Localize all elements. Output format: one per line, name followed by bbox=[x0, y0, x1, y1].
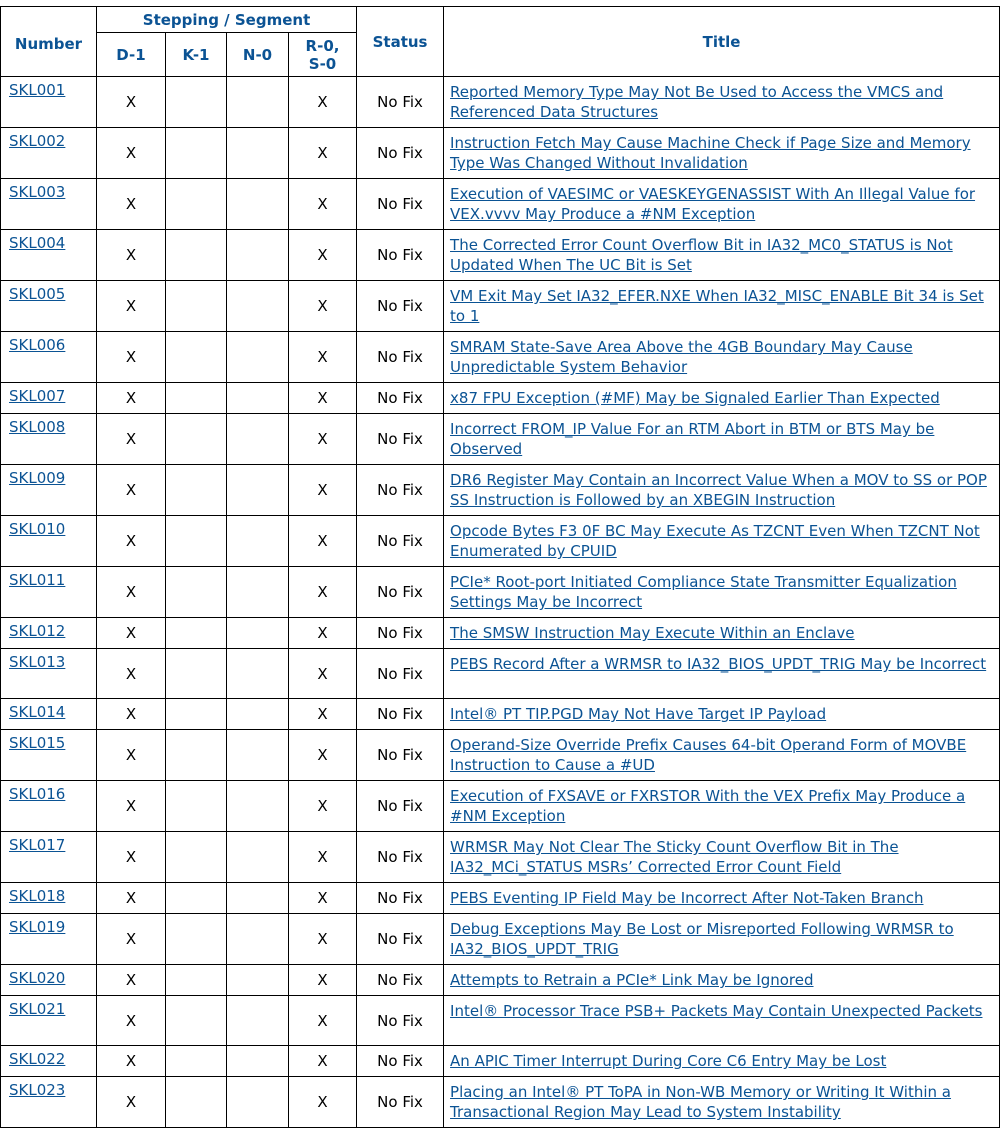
stepping-n0-cell bbox=[227, 567, 289, 618]
errata-title-link[interactable]: Intel® PT TIP.PGD May Not Have Target IP Payload bbox=[450, 705, 827, 723]
errata-title-cell bbox=[444, 179, 1000, 230]
errata-number-link[interactable]: SKL002 bbox=[9, 132, 66, 150]
stepping-k1-cell bbox=[166, 516, 227, 567]
stepping-n0-cell bbox=[227, 516, 289, 567]
errata-number-link[interactable]: SKL011 bbox=[9, 571, 66, 589]
table-row bbox=[1, 516, 1000, 567]
errata-number-cell bbox=[1, 567, 97, 618]
stepping-k1-header: K-1 bbox=[166, 33, 227, 77]
table-row bbox=[1, 414, 1000, 465]
stepping-r0s0-cell: X bbox=[289, 914, 357, 965]
errata-title-cell bbox=[444, 730, 1000, 781]
errata-title-cell bbox=[444, 781, 1000, 832]
errata-number-cell bbox=[1, 281, 97, 332]
table-row bbox=[1, 567, 1000, 618]
stepping-k1-cell bbox=[166, 649, 227, 699]
table-row bbox=[1, 128, 1000, 179]
status-cell: No Fix bbox=[357, 1046, 444, 1077]
stepping-k1-cell bbox=[166, 781, 227, 832]
stepping-d1-cell: X bbox=[97, 699, 166, 730]
status-cell: No Fix bbox=[357, 649, 444, 699]
errata-number-cell bbox=[1, 77, 97, 128]
table-row bbox=[1, 996, 1000, 1046]
stepping-n0-cell bbox=[227, 383, 289, 414]
errata-number-cell bbox=[1, 230, 97, 281]
stepping-k1-cell bbox=[166, 832, 227, 883]
errata-title-cell bbox=[444, 965, 1000, 996]
stepping-d1-cell: X bbox=[97, 965, 166, 996]
errata-number-link[interactable]: SKL007 bbox=[9, 387, 66, 405]
table-row bbox=[1, 730, 1000, 781]
status-cell: No Fix bbox=[357, 516, 444, 567]
stepping-k1-cell bbox=[166, 128, 227, 179]
errata-number-cell bbox=[1, 516, 97, 567]
table-row bbox=[1, 230, 1000, 281]
errata-number-link[interactable]: SKL016 bbox=[9, 785, 66, 803]
stepping-d1-cell: X bbox=[97, 281, 166, 332]
stepping-r0s0-cell: X bbox=[289, 649, 357, 699]
errata-number-link[interactable]: SKL006 bbox=[9, 336, 66, 354]
status-cell: No Fix bbox=[357, 618, 444, 649]
errata-title-link[interactable]: Instruction Fetch May Cause Machine Check if Page Size and Memory Type Was Changed Without Invalidation bbox=[450, 134, 971, 172]
stepping-d1-cell: X bbox=[97, 781, 166, 832]
stepping-d1-cell: X bbox=[97, 179, 166, 230]
stepping-r0s0-cell: X bbox=[289, 883, 357, 914]
stepping-r0s0-cell: X bbox=[289, 230, 357, 281]
stepping-r0s0-cell: X bbox=[289, 1046, 357, 1077]
errata-number-cell bbox=[1, 1077, 97, 1128]
status-cell: No Fix bbox=[357, 730, 444, 781]
stepping-d1-cell: X bbox=[97, 383, 166, 414]
status-cell: No Fix bbox=[357, 832, 444, 883]
errata-title-link[interactable]: Execution of VAESIMC or VAESKEYGENASSIST With An Illegal Value for VEX.vvvv May Produce a #NM Exception bbox=[450, 185, 976, 223]
status-cell: No Fix bbox=[357, 281, 444, 332]
stepping-k1-cell bbox=[166, 1077, 227, 1128]
errata-title-cell bbox=[444, 567, 1000, 618]
errata-title-cell bbox=[444, 699, 1000, 730]
status-cell: No Fix bbox=[357, 699, 444, 730]
table-row bbox=[1, 383, 1000, 414]
stepping-n0-cell bbox=[227, 618, 289, 649]
errata-title-cell bbox=[444, 230, 1000, 281]
errata-number-cell bbox=[1, 914, 97, 965]
errata-number-cell bbox=[1, 699, 97, 730]
errata-number-link[interactable]: SKL020 bbox=[9, 969, 66, 987]
stepping-d1-cell: X bbox=[97, 618, 166, 649]
stepping-n0-cell bbox=[227, 832, 289, 883]
table-row bbox=[1, 179, 1000, 230]
errata-number-link[interactable]: SKL004 bbox=[9, 234, 66, 252]
table-row bbox=[1, 618, 1000, 649]
errata-title-link[interactable]: PCIe* Root-port Initiated Compliance State Transmitter Equalization Settings May be Incorrect bbox=[450, 573, 957, 611]
status-cell: No Fix bbox=[357, 414, 444, 465]
stepping-n0-cell bbox=[227, 128, 289, 179]
stepping-d1-header: D-1 bbox=[97, 33, 166, 77]
stepping-k1-cell bbox=[166, 383, 227, 414]
table-row bbox=[1, 332, 1000, 383]
table-row bbox=[1, 649, 1000, 699]
status-cell: No Fix bbox=[357, 230, 444, 281]
stepping-k1-cell bbox=[166, 914, 227, 965]
stepping-k1-cell bbox=[166, 414, 227, 465]
errata-number-cell bbox=[1, 383, 97, 414]
stepping-k1-cell bbox=[166, 1046, 227, 1077]
errata-title-cell bbox=[444, 1046, 1000, 1077]
stepping-r0s0-cell: X bbox=[289, 383, 357, 414]
table-row bbox=[1, 1077, 1000, 1128]
stepping-k1-cell bbox=[166, 179, 227, 230]
stepping-n0-cell bbox=[227, 965, 289, 996]
stepping-r0s0-cell: X bbox=[289, 1077, 357, 1128]
errata-title-cell bbox=[444, 281, 1000, 332]
stepping-r0s0-cell: X bbox=[289, 179, 357, 230]
errata-number-link[interactable]: SKL010 bbox=[9, 520, 66, 538]
errata-title-link[interactable]: PEBS Eventing IP Field May be Incorrect After Not-Taken Branch bbox=[450, 889, 924, 907]
stepping-k1-cell bbox=[166, 281, 227, 332]
errata-number-cell bbox=[1, 179, 97, 230]
stepping-d1-cell: X bbox=[97, 914, 166, 965]
errata-number-link[interactable]: SKL023 bbox=[9, 1081, 66, 1099]
stepping-d1-cell: X bbox=[97, 414, 166, 465]
stepping-d1-cell: X bbox=[97, 883, 166, 914]
errata-number-link[interactable]: SKL003 bbox=[9, 183, 66, 201]
stepping-k1-cell bbox=[166, 465, 227, 516]
number-header: Number bbox=[1, 7, 97, 77]
errata-number-link[interactable]: SKL019 bbox=[9, 918, 66, 936]
stepping-r0s0-cell: X bbox=[289, 128, 357, 179]
errata-number-link[interactable]: SKL022 bbox=[9, 1050, 66, 1068]
errata-title-link[interactable]: Operand-Size Override Prefix Causes 64-bit Operand Form of MOVBE Instruction to Cause a #UD bbox=[450, 736, 967, 774]
errata-title-cell bbox=[444, 414, 1000, 465]
stepping-n0-cell bbox=[227, 281, 289, 332]
status-cell: No Fix bbox=[357, 883, 444, 914]
stepping-k1-cell bbox=[166, 567, 227, 618]
stepping-d1-cell: X bbox=[97, 128, 166, 179]
stepping-n0-cell bbox=[227, 179, 289, 230]
errata-number-cell bbox=[1, 414, 97, 465]
errata-title-link[interactable]: Opcode Bytes F3 0F BC May Execute As TZCNT Even When TZCNT Not Enumerated by CPUID bbox=[450, 522, 980, 560]
stepping-r0s0-header: R-0, S-0 bbox=[289, 33, 357, 77]
errata-title-link[interactable]: x87 FPU Exception (#MF) May be Signaled Earlier Than Expected bbox=[450, 389, 940, 407]
errata-title-cell bbox=[444, 465, 1000, 516]
errata-title-link[interactable]: Placing an Intel® PT ToPA in Non-WB Memory or Writing It Within a Transactional Region May Lead to System Instability bbox=[450, 1083, 952, 1121]
errata-title-link[interactable]: SMRAM State-Save Area Above the 4GB Boundary May Cause Unpredictable System Behavior bbox=[450, 338, 913, 376]
errata-title-cell bbox=[444, 832, 1000, 883]
status-cell: No Fix bbox=[357, 383, 444, 414]
status-cell: No Fix bbox=[357, 179, 444, 230]
errata-number-cell bbox=[1, 1046, 97, 1077]
status-cell: No Fix bbox=[357, 965, 444, 996]
stepping-n0-cell bbox=[227, 414, 289, 465]
stepping-d1-cell: X bbox=[97, 649, 166, 699]
stepping-k1-cell bbox=[166, 883, 227, 914]
errata-table bbox=[0, 6, 1000, 1128]
errata-title-link[interactable]: Attempts to Retrain a PCIe* Link May be Ignored bbox=[450, 971, 814, 989]
errata-title-cell bbox=[444, 128, 1000, 179]
header-row-top bbox=[1, 7, 1000, 33]
errata-number-cell bbox=[1, 730, 97, 781]
errata-number-link[interactable]: SKL018 bbox=[9, 887, 66, 905]
table-row bbox=[1, 699, 1000, 730]
stepping-d1-cell: X bbox=[97, 1046, 166, 1077]
errata-title-link[interactable]: Debug Exceptions May Be Lost or Misreported Following WRMSR to IA32_BIOS_UPDT_TRIG bbox=[450, 920, 954, 958]
stepping-d1-cell: X bbox=[97, 332, 166, 383]
errata-title-cell bbox=[444, 996, 1000, 1046]
errata-title-link[interactable]: Execution of FXSAVE or FXRSTOR With the VEX Prefix May Produce a #NM Exception bbox=[450, 787, 966, 825]
errata-title-cell bbox=[444, 649, 1000, 699]
errata-number-cell bbox=[1, 965, 97, 996]
stepping-d1-cell: X bbox=[97, 77, 166, 128]
stepping-r0s0-cell: X bbox=[289, 832, 357, 883]
errata-title-cell bbox=[444, 516, 1000, 567]
stepping-r0s0-cell: X bbox=[289, 281, 357, 332]
errata-number-cell bbox=[1, 618, 97, 649]
stepping-r0s0-cell: X bbox=[289, 567, 357, 618]
errata-title-cell bbox=[444, 883, 1000, 914]
errata-number-link[interactable]: SKL009 bbox=[9, 469, 66, 487]
errata-rows bbox=[1, 77, 1000, 1128]
table-row bbox=[1, 965, 1000, 996]
errata-title-link[interactable]: The SMSW Instruction May Execute Within an Enclave bbox=[450, 624, 855, 642]
status-cell: No Fix bbox=[357, 781, 444, 832]
table-row bbox=[1, 883, 1000, 914]
stepping-r0s0-cell: X bbox=[289, 77, 357, 128]
errata-title-link[interactable]: The Corrected Error Count Overflow Bit in IA32_MC0_STATUS is Not Updated When The UC Bit is Set bbox=[450, 236, 953, 274]
errata-title-link[interactable]: Intel® Processor Trace PSB+ Packets May Contain Unexpected Packets bbox=[450, 1002, 983, 1020]
stepping-r0s0-cell: X bbox=[289, 332, 357, 383]
stepping-n0-cell bbox=[227, 1077, 289, 1128]
stepping-n0-cell bbox=[227, 332, 289, 383]
stepping-r0s0-cell: X bbox=[289, 996, 357, 1046]
stepping-k1-cell bbox=[166, 332, 227, 383]
errata-title-link[interactable]: Incorrect FROM_IP Value For an RTM Abort in BTM or BTS May be Observed bbox=[450, 420, 935, 458]
stepping-n0-cell bbox=[227, 781, 289, 832]
errata-title-link[interactable]: WRMSR May Not Clear The Sticky Count Overflow Bit in The IA32_MCi_STATUS MSRs’ Corrected Error Count Field bbox=[450, 838, 899, 876]
stepping-d1-cell: X bbox=[97, 996, 166, 1046]
stepping-d1-cell: X bbox=[97, 465, 166, 516]
errata-number-cell bbox=[1, 649, 97, 699]
errata-number-cell bbox=[1, 883, 97, 914]
status-cell: No Fix bbox=[357, 77, 444, 128]
stepping-segment-header: Stepping / Segment bbox=[97, 7, 357, 33]
errata-title-link[interactable]: An APIC Timer Interrupt During Core C6 Entry May be Lost bbox=[450, 1052, 887, 1070]
stepping-r0s0-cell: X bbox=[289, 618, 357, 649]
errata-number-link[interactable]: SKL013 bbox=[9, 653, 66, 671]
errata-title-cell bbox=[444, 618, 1000, 649]
status-cell: No Fix bbox=[357, 465, 444, 516]
table-row bbox=[1, 781, 1000, 832]
stepping-r0s0-cell: X bbox=[289, 516, 357, 567]
stepping-n0-cell bbox=[227, 699, 289, 730]
stepping-d1-cell: X bbox=[97, 516, 166, 567]
table-row bbox=[1, 1046, 1000, 1077]
errata-title-cell bbox=[444, 77, 1000, 128]
stepping-n0-cell bbox=[227, 914, 289, 965]
errata-title-cell bbox=[444, 383, 1000, 414]
status-cell: No Fix bbox=[357, 996, 444, 1046]
errata-title-link[interactable]: DR6 Register May Contain an Incorrect Value When a MOV to SS or POP SS Instruction is Followed by an XBEGIN Instruction bbox=[450, 471, 987, 509]
stepping-d1-cell: X bbox=[97, 1077, 166, 1128]
stepping-n0-cell bbox=[227, 996, 289, 1046]
errata-number-link[interactable]: SKL014 bbox=[9, 703, 66, 721]
stepping-n0-cell bbox=[227, 230, 289, 281]
stepping-k1-cell bbox=[166, 730, 227, 781]
errata-number-link[interactable]: SKL005 bbox=[9, 285, 66, 303]
status-cell: No Fix bbox=[357, 128, 444, 179]
stepping-d1-cell: X bbox=[97, 230, 166, 281]
stepping-k1-cell bbox=[166, 996, 227, 1046]
stepping-r0s0-cell: X bbox=[289, 465, 357, 516]
errata-number-link[interactable]: SKL008 bbox=[9, 418, 66, 436]
stepping-r0s0-cell: X bbox=[289, 699, 357, 730]
errata-title-link[interactable]: PEBS Record After a WRMSR to IA32_BIOS_UPDT_TRIG May be Incorrect bbox=[450, 655, 987, 673]
stepping-n0-cell bbox=[227, 1046, 289, 1077]
errata-number-link[interactable]: SKL012 bbox=[9, 622, 66, 640]
status-cell: No Fix bbox=[357, 1077, 444, 1128]
status-cell: No Fix bbox=[357, 332, 444, 383]
table-row bbox=[1, 281, 1000, 332]
stepping-r0s0-cell: X bbox=[289, 781, 357, 832]
stepping-n0-cell bbox=[227, 77, 289, 128]
title-header: Title bbox=[444, 7, 1000, 77]
errata-title-cell bbox=[444, 914, 1000, 965]
errata-number-link[interactable]: SKL015 bbox=[9, 734, 66, 752]
stepping-d1-cell: X bbox=[97, 567, 166, 618]
stepping-k1-cell bbox=[166, 965, 227, 996]
stepping-n0-cell bbox=[227, 465, 289, 516]
stepping-n0-header: N-0 bbox=[227, 33, 289, 77]
errata-number-link[interactable]: SKL017 bbox=[9, 836, 66, 854]
status-cell: No Fix bbox=[357, 914, 444, 965]
table-row bbox=[1, 832, 1000, 883]
stepping-n0-cell bbox=[227, 649, 289, 699]
stepping-k1-cell bbox=[166, 618, 227, 649]
table-row bbox=[1, 914, 1000, 965]
errata-number-cell bbox=[1, 465, 97, 516]
status-cell: No Fix bbox=[357, 567, 444, 618]
errata-number-cell bbox=[1, 128, 97, 179]
stepping-d1-cell: X bbox=[97, 832, 166, 883]
errata-title-cell bbox=[444, 1077, 1000, 1128]
stepping-n0-cell bbox=[227, 883, 289, 914]
errata-title-link[interactable]: VM Exit May Set IA32_EFER.NXE When IA32_MISC_ENABLE Bit 34 is Set to 1 bbox=[450, 287, 984, 325]
stepping-d1-cell: X bbox=[97, 730, 166, 781]
errata-title-cell bbox=[444, 332, 1000, 383]
stepping-r0s0-cell: X bbox=[289, 414, 357, 465]
stepping-r0s0-cell: X bbox=[289, 965, 357, 996]
errata-number-cell bbox=[1, 781, 97, 832]
stepping-k1-cell bbox=[166, 230, 227, 281]
errata-number-cell bbox=[1, 332, 97, 383]
errata-number-link[interactable]: SKL021 bbox=[9, 1000, 66, 1018]
table-row bbox=[1, 465, 1000, 516]
errata-number-cell bbox=[1, 996, 97, 1046]
status-header: Status bbox=[357, 7, 444, 77]
stepping-n0-cell bbox=[227, 730, 289, 781]
errata-number-link[interactable]: SKL001 bbox=[9, 81, 66, 99]
stepping-r0s0-cell: X bbox=[289, 730, 357, 781]
stepping-k1-cell bbox=[166, 699, 227, 730]
errata-number-cell bbox=[1, 832, 97, 883]
table-row bbox=[1, 77, 1000, 128]
errata-title-link[interactable]: Reported Memory Type May Not Be Used to Access the VMCS and Referenced Data Structures bbox=[450, 83, 944, 121]
stepping-k1-cell bbox=[166, 77, 227, 128]
